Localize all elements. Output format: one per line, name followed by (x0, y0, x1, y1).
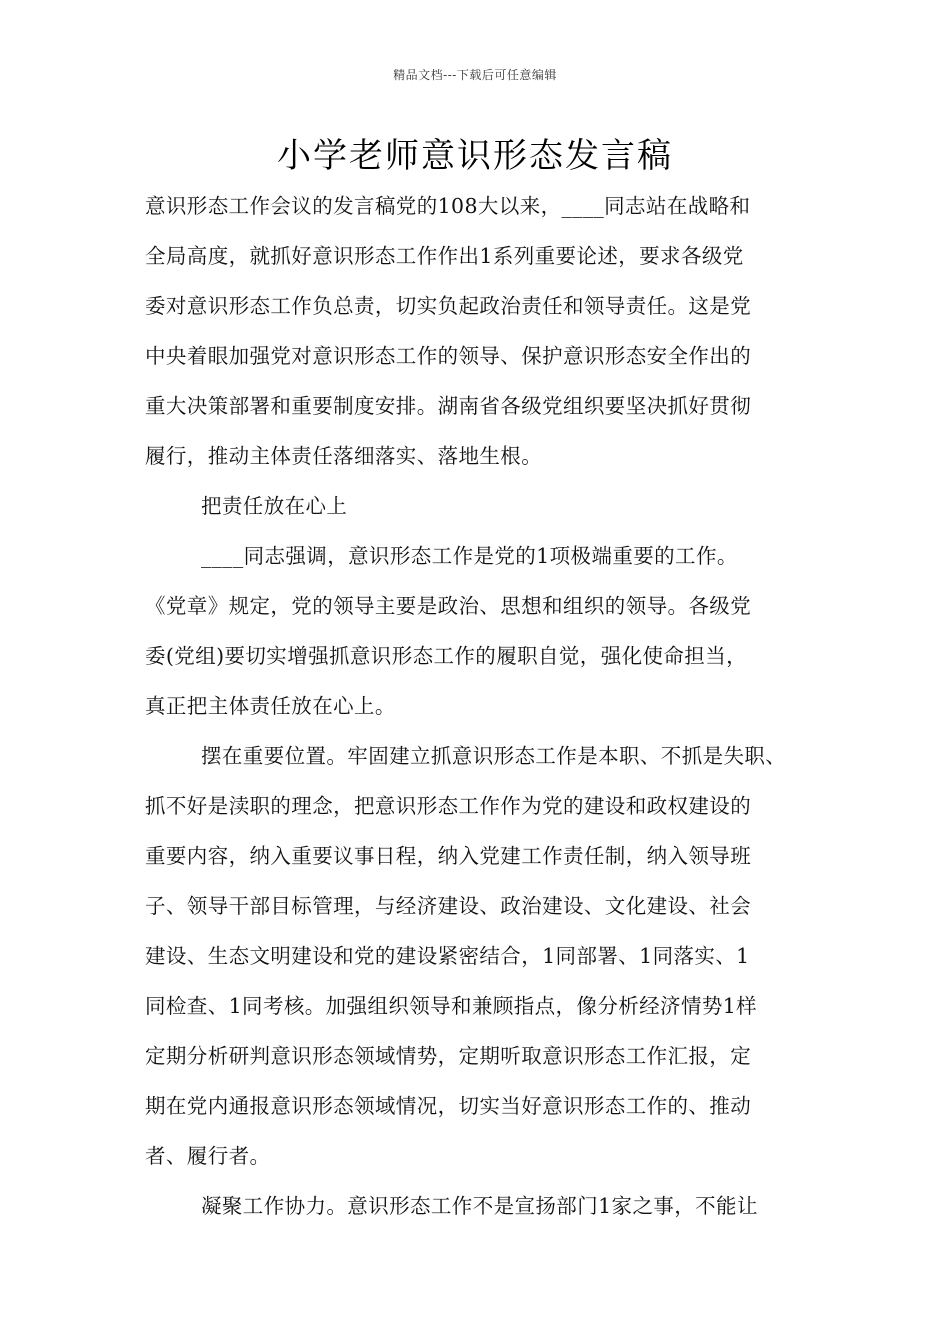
section-heading: 把责任放在心上 (201, 494, 348, 518)
header-note: 精品文档---下载后可任意编辑 (393, 68, 557, 82)
text-line: 重要内容，纳入重要议事日程，纳入党建工作责任制，纳入领导班 (145, 844, 752, 868)
text-line: 全局高度，就抓好意识形态工作作出1系列重要论述，要求各级党 (145, 244, 744, 268)
text-line: 意识形态工作会议的发言稿党的108大以来，____同志站在战略和 (145, 194, 751, 218)
text-line: 同检查、1同考核。加强组织领导和兼顾指点，像分析经济情势1样 (145, 994, 758, 1018)
text-line: 委对意识形态工作负总责，切实负起政治责任和领导责任。这是党 (145, 294, 752, 318)
text-line: 《党章》规定，党的领导主要是政治、思想和组织的领导。各级党 (145, 594, 752, 618)
text-line: 履行，推动主体责任落细落实、落地生根。 (145, 444, 543, 468)
document-body (145, 181, 825, 1231)
text-line: 中央着眼加强党对意识形态工作的领导、保护意识形态安全作出的 (145, 344, 752, 368)
text-line: 期在党内通报意识形态领域情况，切实当好意识形态工作的、推动 (145, 1094, 752, 1118)
text-line: 定期分析研判意识形态领域情势，定期听取意识形态工作汇报，定 (145, 1044, 752, 1068)
document-title: 小学老师意识形态发言稿 (277, 136, 673, 176)
text-line: 委(党组)要切实增强抓意识形态工作的履职自觉，强化使命担当， (145, 644, 747, 668)
text-line: 建设、生态文明建设和党的建设紧密结合，1同部署、1同落实、1 (145, 944, 750, 968)
text-line: 重大决策部署和重要制度安排。湖南省各级党组织要坚决抓好贯彻 (145, 394, 752, 418)
text-line: 凝聚工作协力。意识形态工作不是宣扬部门1家之事，不能让 (201, 1194, 758, 1218)
text-line: 者、履行者。 (145, 1144, 271, 1168)
text-line: ____同志强调，意识形态工作是党的1项极端重要的工作。 (201, 544, 738, 568)
text-line: 真正把主体责任放在心上。 (145, 694, 396, 718)
text-line: 抓不好是渎职的理念，把意识形态工作作为党的建设和政权建设的 (145, 794, 752, 818)
text-line: 摆在重要位置。牢固建立抓意识形态工作是本职、不抓是失职、 (201, 744, 787, 768)
text-line: 子、领导干部目标管理，与经济建设、政治建设、文化建设、社会 (145, 894, 752, 918)
